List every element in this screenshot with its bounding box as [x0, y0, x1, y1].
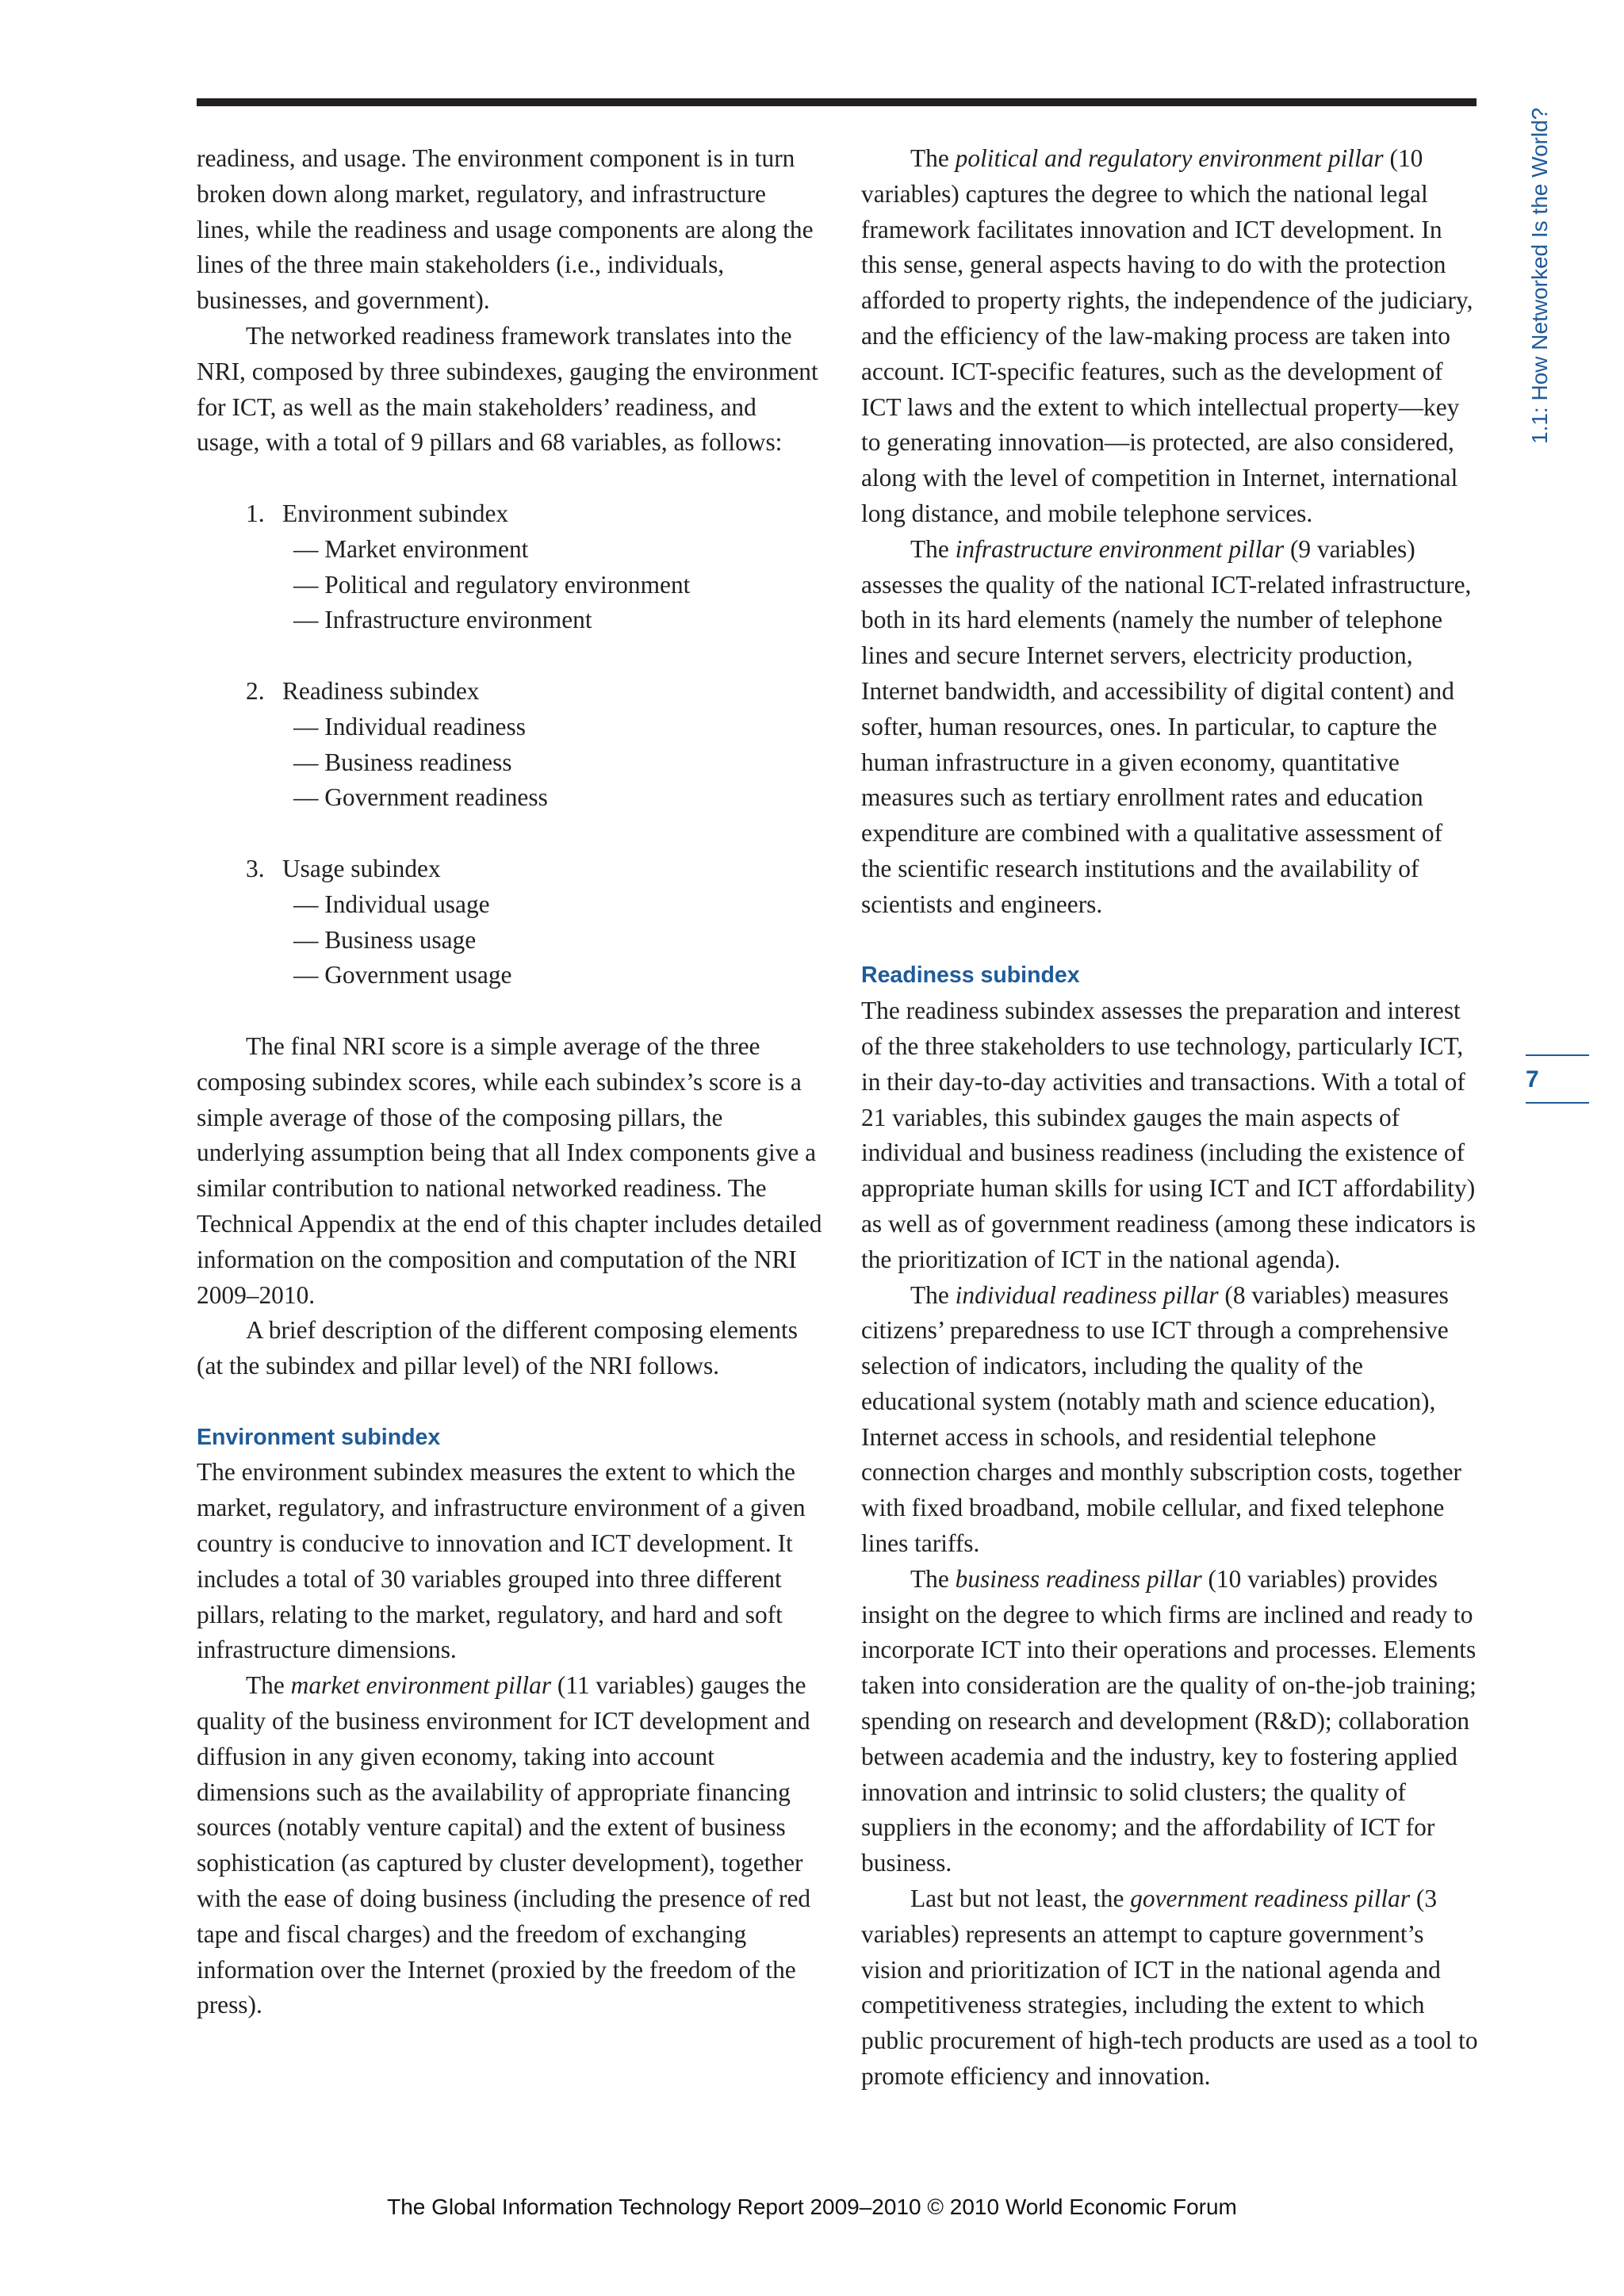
list-subitem: — Business usage [293, 925, 477, 954]
chapter-side-label: 1.1: How Networked Is the World? [1527, 107, 1552, 444]
paragraph: The final NRI score is a simple average of the three composing subindex scores, while each subindex’s score is a simple average of those of the composing pillars, the underlying assumption being that all Index components give a similar contribution to national networked readiness. The Technical Appendix at the end of this chapter includes detailed information on the composition and computation of the NRI 2009–2010. [197, 1031, 822, 1309]
list-subitem: — Market environment [293, 534, 529, 563]
list-item: 3. Usage subindex [246, 854, 441, 882]
paragraph: The networked readiness framework translates into the NRI, composed by three subindexes, gauging the environment for ICT, as well as the main stakeholders’ readiness, and usage, with a total of 9 pillars and 68 variables, as follows: [197, 321, 818, 457]
paragraph: The political and regulatory environment pillar (10 variables) captures the degree to which the national legal framework facilitates innovation and ICT development. In this sense, general aspects having to do with the protection afforded to property rights, the independence of the judiciary, and the efficiency of the law-making process are taken into account. ICT-specific features, such as the development of ICT laws and the extent to which intellectual property—key to generating innovation—is protected, are also considered, along with the level of competition in Internet, international long distance, and mobile telephone services. [861, 144, 1473, 527]
paragraph: The infrastructure environment pillar (9 variables) assesses the quality of the national ICT-related infrastructure, both in its hard elements (namely the number of telephone lines and secure Internet servers, electricity production, Internet bandwidth, and accessibility of digital content) and softer, human resources, ones. In particular, to capture the human infrastructure in a given economy, quantitative measures such as tertiary enrollment rates and education expenditure are combined with a qualitative assessment of the scientific research institutions and the availability of scientists and engineers. [861, 534, 1472, 918]
list-subitem: — Infrastructure environment [293, 606, 592, 634]
paragraph: The readiness subindex assesses the preparation and interest of the three stakeholders to use technology, particularly ICT, in their day-to-day activities and transactions. With a total of 21 variables, this subindex gauges the main aspects of individual and business readiness (including the existence of appropriate human skills for using ICT and ICT affordability) as well as of government readiness (among these indicators is the prioritization of ICT in the national agenda). [861, 997, 1476, 1273]
page-number-rule-top [1526, 1054, 1589, 1056]
list-subitem: — Business readiness [293, 748, 512, 776]
list-subitem: — Individual readiness [293, 712, 526, 740]
list-subitem: — Government usage [293, 961, 512, 989]
list-subitem: — Political and regulatory environment [293, 570, 691, 599]
section-heading-readiness: Readiness subindex [861, 962, 1080, 989]
paragraph: The market environment pillar (11 variables) gauges the quality of the business environment for ICT development and diffusion in any given economy, taking into account dimensions such as the availability of appropriate financing sources (notably venture capital) and the extent of business sophistication (as captured by cluster development), together with the ease of doing business (including the presence of red tape and fiscal charges) and the freedom of exchanging information over the Internet (proxied by the freedom of the press). [197, 1671, 811, 2019]
list-subitem: — Individual usage [293, 890, 490, 918]
page-number: 7 [1526, 1066, 1539, 1093]
right-column [861, 141, 1478, 2095]
list-item: 2. Readiness subindex [246, 676, 480, 705]
paragraph: The environment subindex measures the extent to which the market, regulatory, and infrastructure environment of a given country is conducive to innovation and ICT development. It includes a total of 30 variables grouped into three different pillars, relating to the market, regulatory, and hard and soft infrastructure dimensions. [197, 1458, 806, 1664]
list-item: 1. Environment subindex [246, 499, 509, 527]
paragraph: The individual readiness pillar (8 variables) measures citizens’ preparedness to use ICT through a comprehensive selection of indicators, including the quality of the educational system (notably math and science education), Internet access in schools, and residential telephone connection charges and monthly subscription costs, together with fixed broadband, mobile cellular, and fixed telephone lines tariffs. [861, 1280, 1461, 1558]
paragraph: A brief description of the different composing elements (at the subindex and pillar level) of the NRI follows. [197, 1316, 798, 1380]
paragraph: Last but not least, the government readiness pillar (3 variables) represents an attempt to capture government’s vision and prioritization of ICT in the national agenda and competitiveness strategies, including the extent to which public procurement of high-tech products are used as a tool to promote efficiency and innovation. [861, 1885, 1478, 2091]
list-subitem: — Government readiness [293, 783, 548, 812]
footer-text: The Global Information Technology Report 2009–2010 © 2010 World Economic Forum [387, 2195, 1237, 2219]
paragraph: The business readiness pillar (10 variables) provides insight on the degree to which firms are inclined and ready to incorporate ICT into their operations and processes. Elements taken into consideration are the quality of on-the-job training; spending on research and development (R&D); collaboration between academia and the industry, key to fostering applied innovation and intrinsic to solid clusters; the quality of suppliers in the economy; and the affordability of ICT for business. [861, 1564, 1477, 1877]
left-column [197, 141, 823, 2023]
section-heading-environment: Environment subindex [197, 1424, 441, 1450]
page-number-rule-bottom [1526, 1102, 1589, 1104]
paragraph: readiness, and usage. The environment component is in turn broken down along market, regulatory, and infrastructure lines, while the readiness and usage components are along the lines of the three main stakeholders (i.e., individuals, businesses, and government). [197, 144, 814, 315]
top-rule [197, 98, 1477, 106]
